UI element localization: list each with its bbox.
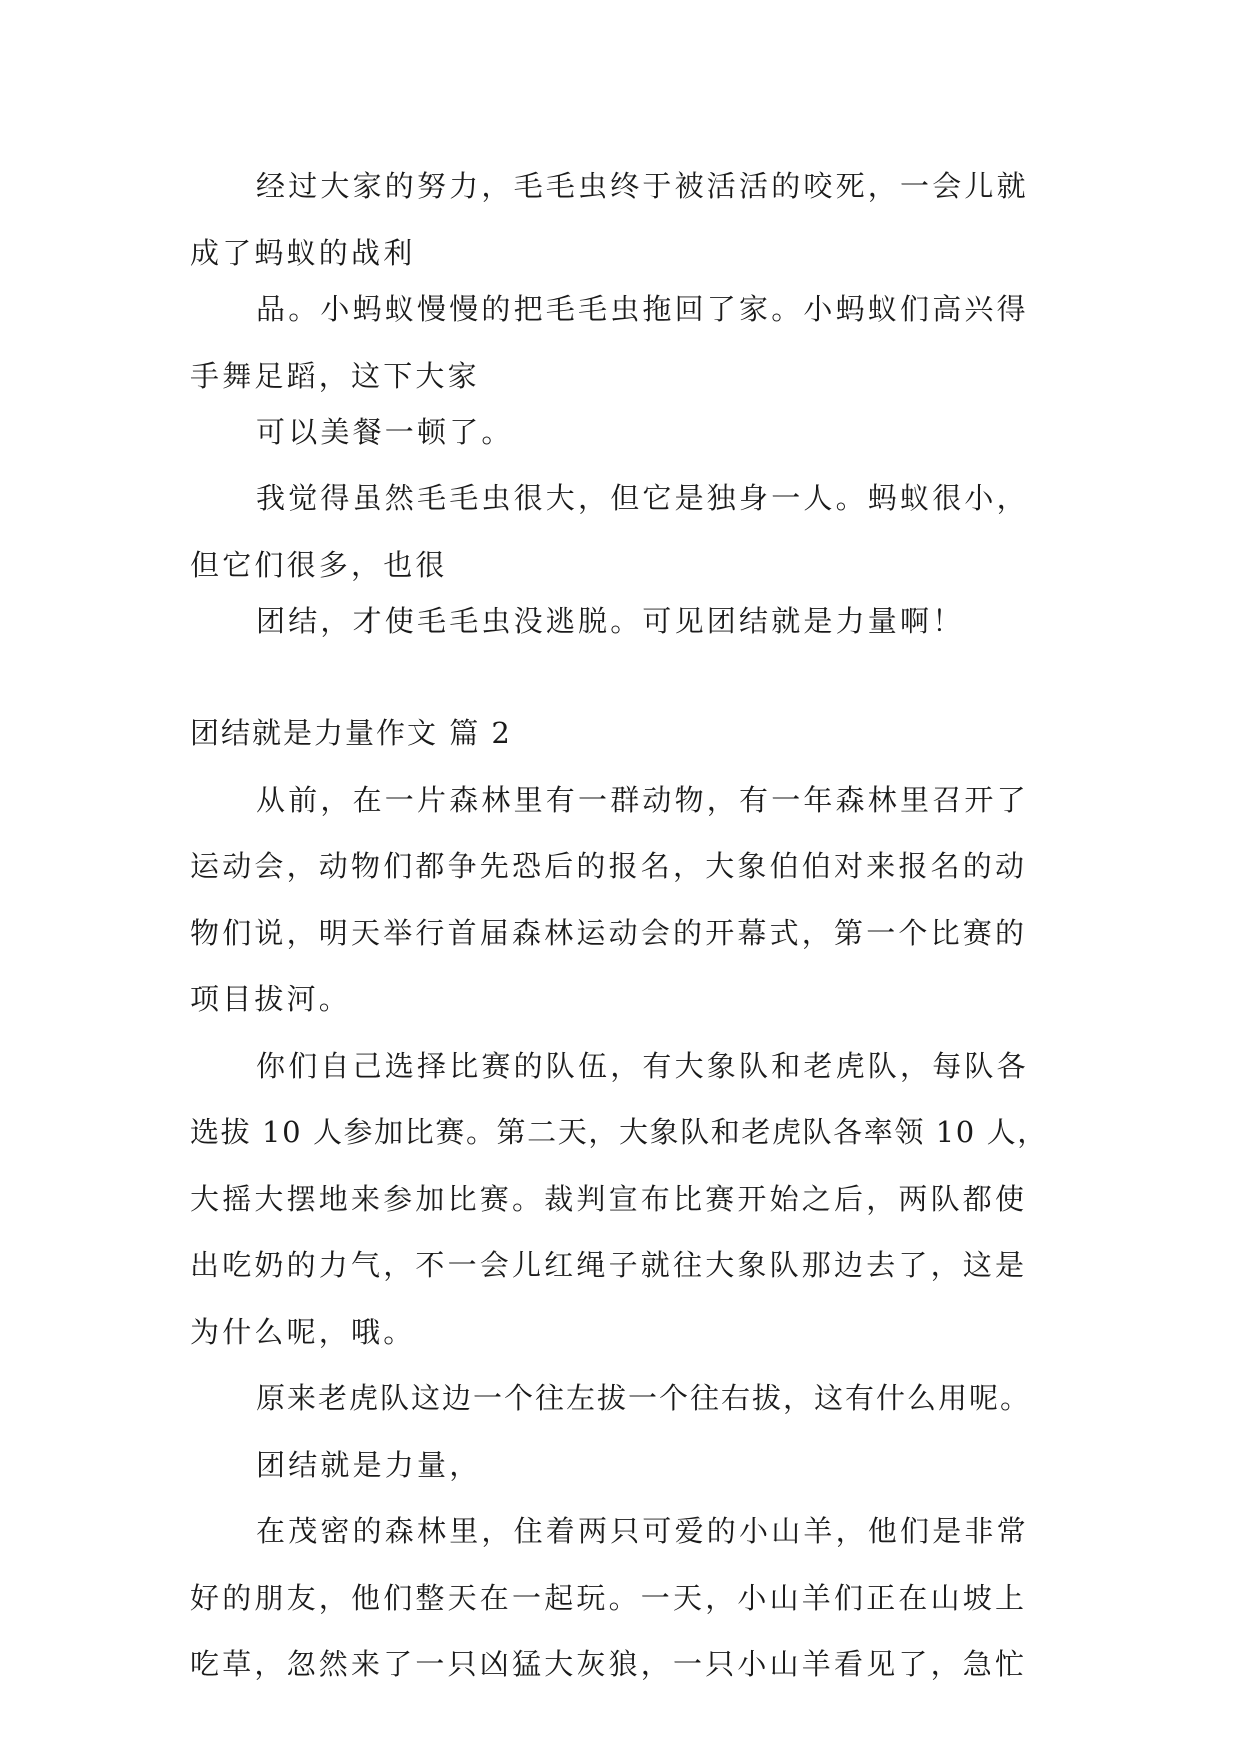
paragraph-line: 团结就是力量， — [256, 1448, 482, 1482]
paragraph-line: 手舞足蹈，这下大家 — [190, 359, 480, 393]
paragraph-line: 好的朋友，他们整天在一起玩。一天，小山羊们正在山坡上 — [190, 1581, 1028, 1615]
paragraph-line: 项目拔河。 — [190, 982, 352, 1016]
paragraph-line: 选拔 10 人参加比赛。第二天，大象队和老虎队各率领 10 人， — [190, 1115, 1048, 1149]
paragraph-line: 大摇大摆地来参加比赛。裁判宣布比赛开始之后，两队都使 — [190, 1182, 1028, 1216]
paragraph-line: 从前，在一片森林里有一群动物，有一年森林里召开了 — [256, 783, 1029, 817]
paragraph-line: 物们说，明天举行首届森林运动会的开幕式，第一个比赛的 — [190, 916, 1028, 950]
section-heading: 团结就是力量作文 篇 2 — [190, 716, 512, 750]
paragraph-line: 出吃奶的力气，不一会儿红绳子就往大象队那边去了，这是 — [190, 1248, 1028, 1282]
paragraph-line: 团结，才使毛毛虫没逃脱。可见团结就是力量啊！ — [256, 604, 965, 638]
paragraph-line: 为什么呢，哦。 — [190, 1315, 416, 1349]
paragraph-line: 但它们很多，也很 — [190, 548, 448, 582]
paragraph-line: 可以美餐一顿了。 — [256, 415, 514, 449]
paragraph-line: 你们自己选择比赛的队伍，有大象队和老虎队，每队各 — [256, 1049, 1029, 1083]
paragraph-line: 我觉得虽然毛毛虫很大，但它是独身一人。蚂蚁很小， — [256, 481, 1029, 515]
paragraph-line: 品。小蚂蚁慢慢的把毛毛虫拖回了家。小蚂蚁们高兴得 — [256, 292, 1029, 326]
paragraph-line: 在茂密的森林里，住着两只可爱的小山羊，他们是非常 — [256, 1514, 1029, 1548]
paragraph-line: 经过大家的努力，毛毛虫终于被活活的咬死，一会儿就 — [256, 169, 1029, 203]
paragraph-line: 吃草，忽然来了一只凶猛大灰狼，一只小山羊看见了，急忙 — [190, 1647, 1028, 1681]
paragraph-line: 运动会，动物们都争先恐后的报名，大象伯伯对来报名的动 — [190, 849, 1028, 883]
paragraph-line: 成了蚂蚁的战利 — [190, 236, 416, 270]
paragraph-line: 原来老虎队这边一个往左拔一个往右拔，这有什么用呢。 — [256, 1381, 1032, 1415]
